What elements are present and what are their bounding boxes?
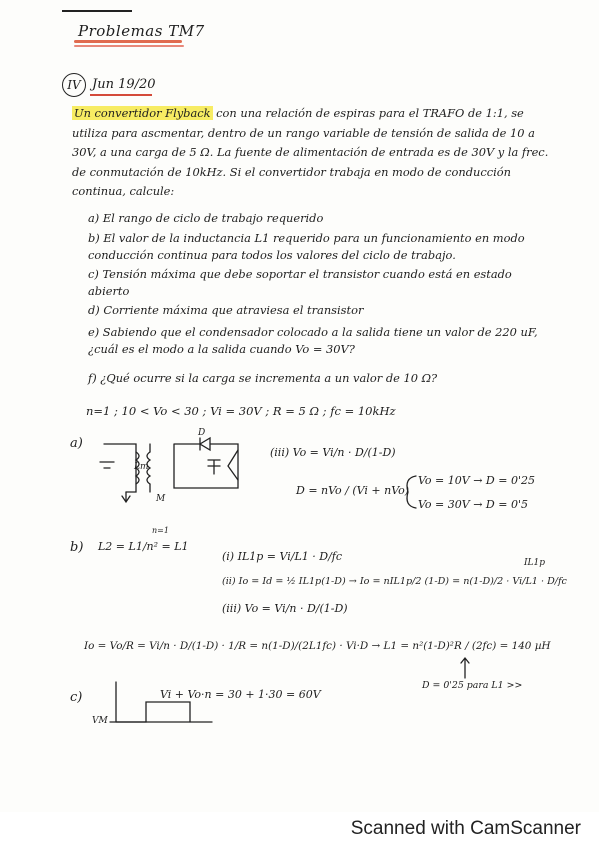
transistor-label: M bbox=[156, 494, 166, 504]
question-b: b) El valor de la inductancia L1 requerido para un funcionamiento en modo conducción continua para todos los valores del ciclo de trabajo. bbox=[88, 231, 525, 262]
title-underline bbox=[74, 40, 182, 43]
question-c: c) Tensión máxima que debe soportar el transistor cuando está en estado abierto bbox=[88, 267, 512, 298]
given-data: n=1 ; 10 < Vo < 30 ; Vi = 30V ; R = 5 Ω ; fc = 10kHz bbox=[86, 404, 396, 418]
date-underline bbox=[90, 94, 152, 96]
camscanner-watermark: Scanned with CamScanner bbox=[350, 818, 581, 839]
eq-b-i: (i) IL1p = Vi/L1 · D/fc bbox=[222, 550, 343, 563]
eq-c-vmax: Vi + Vo·n = 30 + 1·30 = 60V bbox=[160, 688, 321, 701]
problem-date: Jun 19/20 bbox=[92, 77, 156, 92]
eq-b-iii: (iii) Vo = Vi/n · D/(1-D) bbox=[222, 602, 348, 615]
eq-b-inductance: Io = Vo/R = Vi/n · D/(1-D) · 1/R = n(1-D)/(2L1fc) · Vi·D → L1 = n²(1-D)²R / (2fc) = 140 µH bbox=[84, 640, 551, 652]
flyback-circuit-sketch bbox=[96, 430, 256, 510]
eq-a-duty: D = nVo / (Vi + nVo) bbox=[296, 484, 410, 497]
statement-text: con una relación de espiras para el TRAFO de 1:1, se utiliza para ascmentar, dentro de un rango variable de tensión de salida de 10 a 30V, a una carga de 5 Ω. La fuente de alimentación de entrada es de 30V y la frec. de conmutación de 10kHz. Si el convertidor trabaja en modo de conducción continua, calcule: bbox=[72, 106, 549, 198]
eq-b-ii: (ii) Io = Id = ½ IL1p(1-D) → Io = nIL1p/2 (1-D) = n(1-D)/2 · Vi/L1 · D/fc bbox=[222, 576, 567, 587]
voltage-waveform-sketch bbox=[106, 680, 216, 726]
turns-ratio-note: n=1 bbox=[152, 526, 169, 535]
title-underline-second bbox=[74, 45, 184, 47]
b-note: D = 0'25 para L1 >> bbox=[422, 680, 523, 691]
part-a-label: a) bbox=[70, 436, 83, 451]
duty-case-10v: Vo = 10V → D = 0'25 bbox=[418, 474, 535, 487]
part-b-label: b) bbox=[70, 540, 84, 555]
ilp-label: IL1p bbox=[524, 558, 546, 568]
problem-number: IV bbox=[62, 73, 86, 97]
question-e: e) Sabiendo que el condensador colocado a la salida tiene un valor de 220 uF, ¿cuál es el modo a la salida cuando Vo = 30V? bbox=[88, 325, 538, 356]
part-c-label: c) bbox=[70, 690, 83, 705]
highlighted-term: Un convertidor Flyback bbox=[74, 106, 211, 120]
brace-sketch bbox=[400, 472, 418, 512]
page-title: Problemas TM7 bbox=[78, 22, 205, 40]
vm-axis-label: VM bbox=[92, 716, 108, 726]
question-f: f) ¿Qué ocurre si la carga se incrementa a un valor de 10 Ω? bbox=[88, 371, 438, 385]
top-rule bbox=[62, 10, 132, 12]
question-a: a) El rango de ciclo de trabajo requerido bbox=[88, 211, 324, 225]
lm-label: Lm bbox=[134, 462, 149, 472]
eq-b-l2: L2 = L1/n² = L1 bbox=[98, 540, 189, 553]
eq-a-iii: (iii) Vo = Vi/n · D/(1-D) bbox=[270, 446, 396, 459]
diode-label: D bbox=[198, 428, 206, 438]
problem-statement bbox=[72, 104, 560, 202]
question-d: d) Corriente máxima que atraviesa el transistor bbox=[88, 303, 364, 317]
arrow-sketch bbox=[458, 656, 472, 678]
duty-case-30v: Vo = 30V → D = 0'5 bbox=[418, 498, 528, 511]
